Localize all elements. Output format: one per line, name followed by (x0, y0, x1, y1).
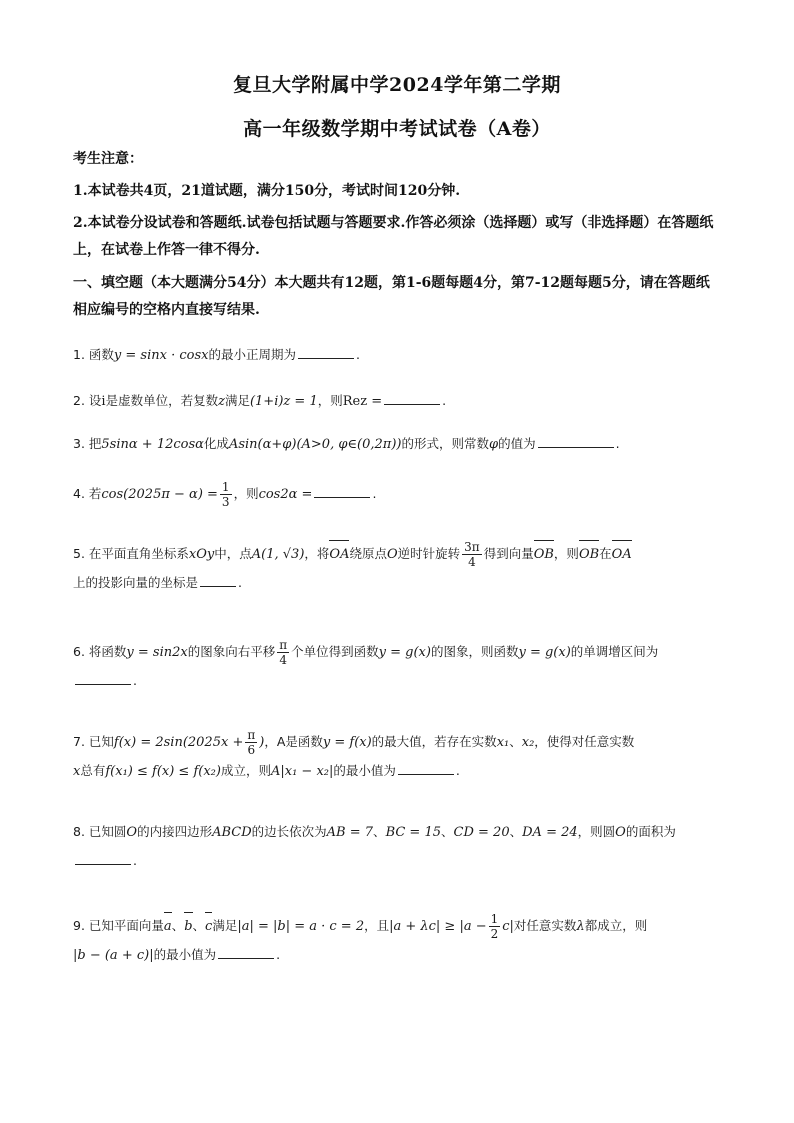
q7-expr: A|x₁ − x₂| (270, 764, 334, 779)
q9-text: 、 (171, 918, 185, 933)
q3-text: 的形式，则常数 (401, 436, 490, 451)
question-6 (73, 638, 733, 695)
answer-blank (538, 433, 614, 448)
question-3 (73, 430, 733, 459)
vector-oa: OA (329, 541, 349, 569)
q2-expr: Rez = (342, 394, 383, 409)
answer-blank (218, 944, 274, 959)
q9-symbol: λ (576, 919, 585, 934)
q9-text: 都成立，则 (584, 918, 648, 933)
q8-symbol: O (615, 825, 626, 840)
q9-text: ，且 (364, 918, 390, 933)
q3-expr: Asin(α+φ)(A>0, φ∈(0,2π)) (228, 437, 402, 452)
q5-text: 上的投影向量的坐标是 (73, 575, 199, 590)
fraction-numerator: π (247, 728, 256, 742)
fraction-numerator: 1 (221, 480, 230, 494)
fraction-numerator: 1 (490, 912, 499, 926)
q1-expr: y = sinx · cosx (113, 348, 209, 363)
q8-text: . (133, 853, 137, 868)
question-7 (73, 728, 733, 786)
q7-symbol: x₂ (521, 735, 535, 750)
q7-text: . (455, 763, 460, 778)
q9-text: 满足 (212, 918, 238, 933)
q9-text: 对任意实数 (513, 918, 577, 933)
fraction-denominator: 4 (468, 555, 476, 569)
q2-text: 满足 (224, 393, 250, 408)
vector-c: c (205, 913, 212, 941)
q6-fraction (277, 638, 289, 667)
exam-title-line2: 高一年级数学期中考试试卷（A卷） (243, 118, 551, 140)
q7-fraction (245, 728, 257, 757)
q7-expr: f(x) = 2sin(2025x + (113, 735, 244, 750)
q6-text: 6. 将函数 (73, 644, 127, 659)
q2-text: ，则 (317, 393, 343, 408)
answer-blank (200, 572, 236, 587)
fraction-numerator: 3π (464, 540, 480, 554)
q4-text: 4. 若 (73, 486, 102, 501)
q7-symbol: x₁ (496, 735, 510, 750)
q4-expr: cos(2025π − α) = (101, 487, 218, 502)
q5-text: ，则 (553, 546, 579, 561)
q6-expr: y = g(x) (518, 645, 571, 660)
q7-text: 的最大值，若存在实数 (371, 734, 497, 749)
q6-text: 个单位得到函数 (291, 644, 379, 659)
question-2 (73, 387, 733, 416)
q9-expr: c| (502, 919, 514, 934)
q9-expr: |a + λc| ≥ |a − (389, 919, 487, 934)
q1-text: 1. 函数 (73, 347, 114, 362)
q8-text: 的边长依次为 (251, 824, 327, 839)
answer-blank (75, 850, 131, 865)
q5-text: 在 (599, 546, 612, 561)
vector-b: b (184, 913, 192, 941)
q7-expr: ) (259, 735, 265, 750)
q3-symbol: φ (489, 437, 499, 452)
exam-title-line1: 复旦大学附属中学2024学年第二学期 (233, 74, 561, 96)
q3-text: 的值为 (498, 436, 536, 451)
q9-fraction (489, 912, 501, 941)
q9-expr: |b − (a + c)| (73, 948, 154, 963)
fraction-numerator: π (279, 638, 288, 652)
q7-text: ，使得对任意实数 (534, 734, 635, 749)
question-4 (73, 480, 733, 509)
q6-text: 的单调增区间为 (570, 644, 659, 659)
fraction-denominator: 3 (221, 495, 230, 509)
q7-expr: y = f(x) (322, 735, 372, 750)
q4-fraction (220, 480, 232, 509)
q5-text: 5. 在平面直角坐标系 (73, 546, 189, 561)
q8-expr: AB = 7 (326, 825, 374, 840)
q8-expr: BC = 15 (385, 825, 442, 840)
q6-text: . (133, 673, 137, 688)
notice-item-1: 1.本试卷共4页，21道试题，满分150分，考试时间120分钟. (73, 183, 461, 199)
q4-text: ，则 (233, 486, 259, 501)
q8-expr: CD = 20 (453, 825, 510, 840)
q5-text: 得到向量 (483, 546, 534, 561)
q5-text: . (238, 575, 242, 590)
q8-symbol: O (126, 825, 138, 840)
answer-blank (75, 670, 131, 685)
answer-blank (398, 760, 454, 775)
q5-text: 中，点 (214, 546, 252, 561)
q7-expr: f(x₁) ≤ f(x) ≤ f(x₂) (105, 764, 221, 779)
q2-symbol: i (101, 394, 106, 409)
q9-text: 的最小值为 (153, 947, 217, 962)
vector-ob: OB (579, 541, 599, 569)
answer-blank (384, 390, 440, 405)
question-8 (73, 818, 733, 875)
q5-symbol: O (386, 547, 398, 562)
q8-text: 、 (441, 824, 454, 839)
q7-text: 7. 已知 (73, 734, 114, 749)
answer-blank (314, 483, 370, 498)
q8-text: 的内接四边形 (137, 824, 213, 839)
q2-symbol: z (218, 394, 225, 409)
fraction-denominator: 6 (247, 743, 256, 757)
q5-fraction (462, 540, 482, 569)
vector-oa: OA (612, 541, 632, 569)
q6-text: 的图象向右平移 (187, 644, 276, 659)
q3-expr: 5sinα + 12cosα (101, 437, 204, 452)
q9-text: 、 (192, 918, 206, 933)
q8-text: 、 (373, 824, 386, 839)
question-9 (73, 912, 733, 970)
q1-text: 的最小正周期为 (208, 347, 296, 362)
q8-text: 的面积为 (625, 824, 676, 839)
q5-text: 逆时针旋转 (397, 546, 461, 561)
q6-expr: y = sin2x (126, 645, 188, 660)
q9-text: . (276, 947, 281, 962)
notice-item-2: 2.本试卷分设试卷和答题纸.试卷包括试题与答题要求.作答必须涂（选择题）或写（非选择题）在答题纸上，在试卷上作答一律不得分. (73, 215, 714, 258)
q5-text: ，将 (304, 546, 330, 561)
q4-expr: cos2α = (258, 487, 313, 502)
fraction-denominator: 4 (279, 653, 287, 667)
q6-text: 的图象，则函数 (430, 644, 519, 659)
q2-text: 2. 设 (73, 393, 102, 408)
section-1-heading: 一、填空题（本大题满分54分）本大题共有12题，第1-6题每题4分，第7-12题每题5分，请在答题纸相应编号的空格内直接写结果. (73, 275, 710, 318)
q8-symbol: ABCD (212, 825, 252, 840)
q7-symbol: x (73, 764, 81, 779)
q7-text: 的最小值为 (333, 763, 396, 778)
q5-expr: A(1, √3) (251, 547, 305, 562)
q2-expr: (1+i)z = 1 (249, 394, 318, 409)
q8-text: 、 (509, 824, 523, 839)
question-1 (73, 341, 733, 370)
q8-text: 8. 已知圆 (73, 824, 127, 839)
question-5 (73, 540, 733, 597)
q2-text: 是虚数单位，若复数 (105, 393, 219, 408)
q9-expr: |a| = |b| = a · c = 2 (237, 919, 365, 934)
q7-text: ，A是函数 (264, 734, 323, 749)
q8-expr: DA = 24 (522, 825, 578, 840)
vector-a: a (164, 913, 172, 941)
q9-text: 9. 已知平面向量 (73, 918, 164, 933)
q1-text: . (355, 347, 360, 362)
q8-text: ，则圆 (577, 824, 616, 839)
q7-text: 成立，则 (220, 763, 271, 778)
q2-text: . (442, 393, 447, 408)
q3-text: 3. 把 (73, 436, 102, 451)
fraction-denominator: 2 (490, 927, 499, 941)
q3-text: 化成 (203, 436, 229, 451)
vector-ob: OB (534, 541, 554, 569)
q7-text: 总有 (80, 763, 106, 778)
q4-text: . (372, 486, 377, 501)
q5-symbol: xOy (188, 547, 215, 562)
answer-blank (298, 344, 354, 359)
q6-expr: y = g(x) (378, 645, 431, 660)
notice-heading: 考生注意： (73, 151, 143, 167)
q3-text: . (615, 436, 620, 451)
q5-text: 绕原点 (349, 546, 387, 561)
q7-text: 、 (509, 734, 522, 749)
